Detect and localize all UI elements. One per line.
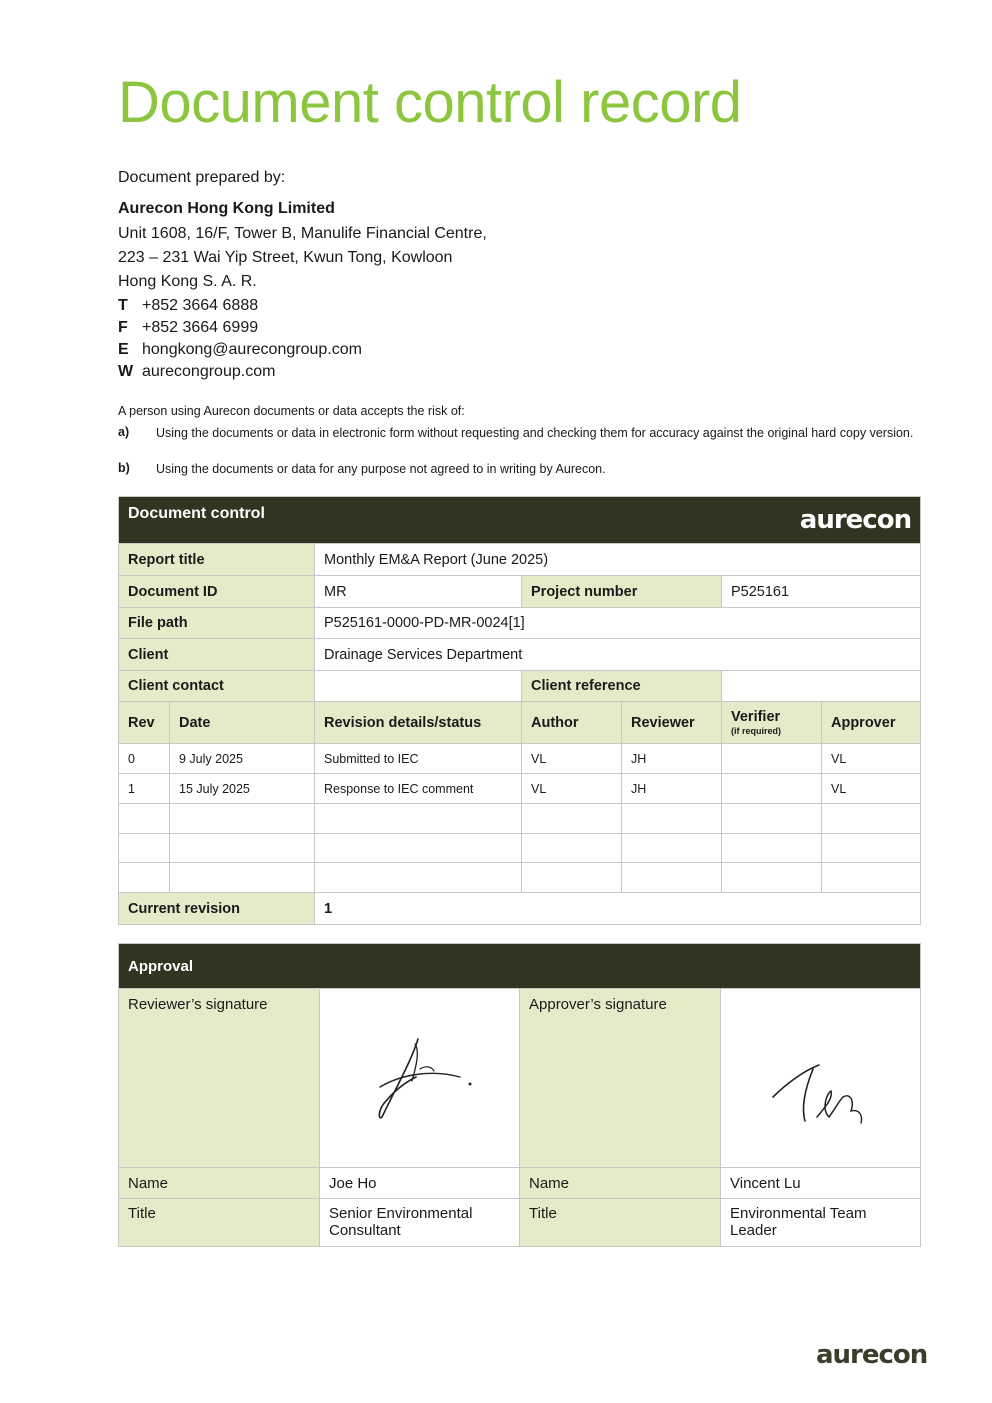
author-cell: VL <box>522 744 622 774</box>
verifier-cell <box>722 744 822 774</box>
document-control-header: Document control aurecon <box>119 497 921 544</box>
file-path-value: P525161-0000-PD-MR-0024[1] <box>315 608 921 639</box>
project-number-value: P525161 <box>722 576 921 608</box>
contact-fax: F +852 3664 6999 <box>118 319 259 336</box>
document-id-label: Document ID <box>119 576 315 608</box>
report-title-label: Report title <box>119 544 315 576</box>
reviewer-cell: JH <box>622 774 722 804</box>
approval-table <box>118 943 921 1247</box>
reviewer-cell: JH <box>622 744 722 774</box>
verifier-cell <box>722 774 822 804</box>
approver-signature <box>721 989 921 1168</box>
reviewer-signature-label: Reviewer’s signature <box>119 989 320 1168</box>
col-author: Author <box>522 702 622 744</box>
contact-website[interactable]: W aurecongroup.com <box>118 363 276 380</box>
details-cell: Submitted to IEC <box>315 744 522 774</box>
empty-revision-row <box>119 834 921 863</box>
approver-signature-label: Approver’s signature <box>520 989 721 1168</box>
footer-aurecon-logo: aurecon <box>816 1340 928 1370</box>
rev-cell: 0 <box>119 744 170 774</box>
revision-row <box>119 744 921 774</box>
client-contact-label: Client contact <box>119 671 315 702</box>
reviewer-name: Joe Ho <box>320 1168 520 1199</box>
current-revision-value: 1 <box>315 893 921 925</box>
risk-item: b) Using the documents or data for any purpose not agreed to in writing by Aurecon. <box>118 461 606 476</box>
document-control-table <box>118 496 921 925</box>
empty-revision-row <box>119 804 921 834</box>
report-title-value: Monthly EM&A Report (June 2025) <box>315 544 921 576</box>
verifier-note: (if required) <box>731 726 782 736</box>
address-line: Unit 1608, 16/F, Tower B, Manulife Financial Centre, <box>118 225 487 242</box>
revision-header-row <box>119 702 921 744</box>
approver-cell: VL <box>822 744 921 774</box>
address-line: 223 – 231 Wai Yip Street, Kwun Tong, Kowloon <box>118 249 453 266</box>
current-revision-label: Current revision <box>119 893 315 925</box>
aurecon-logo: aurecon <box>799 505 912 535</box>
date-cell: 9 July 2025 <box>170 744 315 774</box>
client-reference-value <box>722 671 921 702</box>
client-reference-label: Client reference <box>522 671 722 702</box>
reviewer-signature-drawing <box>320 989 520 1163</box>
col-rev: Rev <box>119 702 170 744</box>
client-label: Client <box>119 639 315 671</box>
risk-intro: A person using Aurecon documents or data accepts the risk of: <box>118 404 465 418</box>
reviewer-name-label: Name <box>119 1168 320 1199</box>
contact-email[interactable]: E hongkong@aurecongroup.com <box>118 341 362 358</box>
approval-header: Approval <box>119 944 921 989</box>
document-id-value: MR <box>315 576 522 608</box>
revision-row <box>119 774 921 804</box>
approver-signature-drawing <box>721 989 921 1163</box>
client-contact-value <box>315 671 522 702</box>
contact-phone: T +852 3664 6888 <box>118 297 259 314</box>
client-value: Drainage Services Department <box>315 639 921 671</box>
approver-title: Environmental Team Leader <box>721 1199 921 1247</box>
details-cell: Response to IEC comment <box>315 774 522 804</box>
approver-name-label: Name <box>520 1168 721 1199</box>
file-path-label: File path <box>119 608 315 639</box>
rev-cell: 1 <box>119 774 170 804</box>
col-date: Date <box>170 702 315 744</box>
reviewer-signature <box>320 989 520 1168</box>
col-reviewer: Reviewer <box>622 702 722 744</box>
empty-revision-row <box>119 863 921 893</box>
col-details: Revision details/status <box>315 702 522 744</box>
page-title: Document control record <box>118 70 742 135</box>
approver-cell: VL <box>822 774 921 804</box>
reviewer-title: Senior Environmental Consultant <box>320 1199 520 1247</box>
reviewer-title-label: Title <box>119 1199 320 1247</box>
risk-item: a) Using the documents or data in electronic form without requesting and checking them for accuracy against the original hard copy version. <box>118 425 914 440</box>
approver-name: Vincent Lu <box>721 1168 921 1199</box>
address-line: Hong Kong S. A. R. <box>118 273 257 290</box>
col-approver: Approver <box>822 702 921 744</box>
col-verifier: Verifier (if required) <box>722 702 822 744</box>
date-cell: 15 July 2025 <box>170 774 315 804</box>
company-name: Aurecon Hong Kong Limited <box>118 200 335 217</box>
approver-title-label: Title <box>520 1199 721 1247</box>
prepared-by-label: Document prepared by: <box>118 169 286 186</box>
project-number-label: Project number <box>522 576 722 608</box>
author-cell: VL <box>522 774 622 804</box>
